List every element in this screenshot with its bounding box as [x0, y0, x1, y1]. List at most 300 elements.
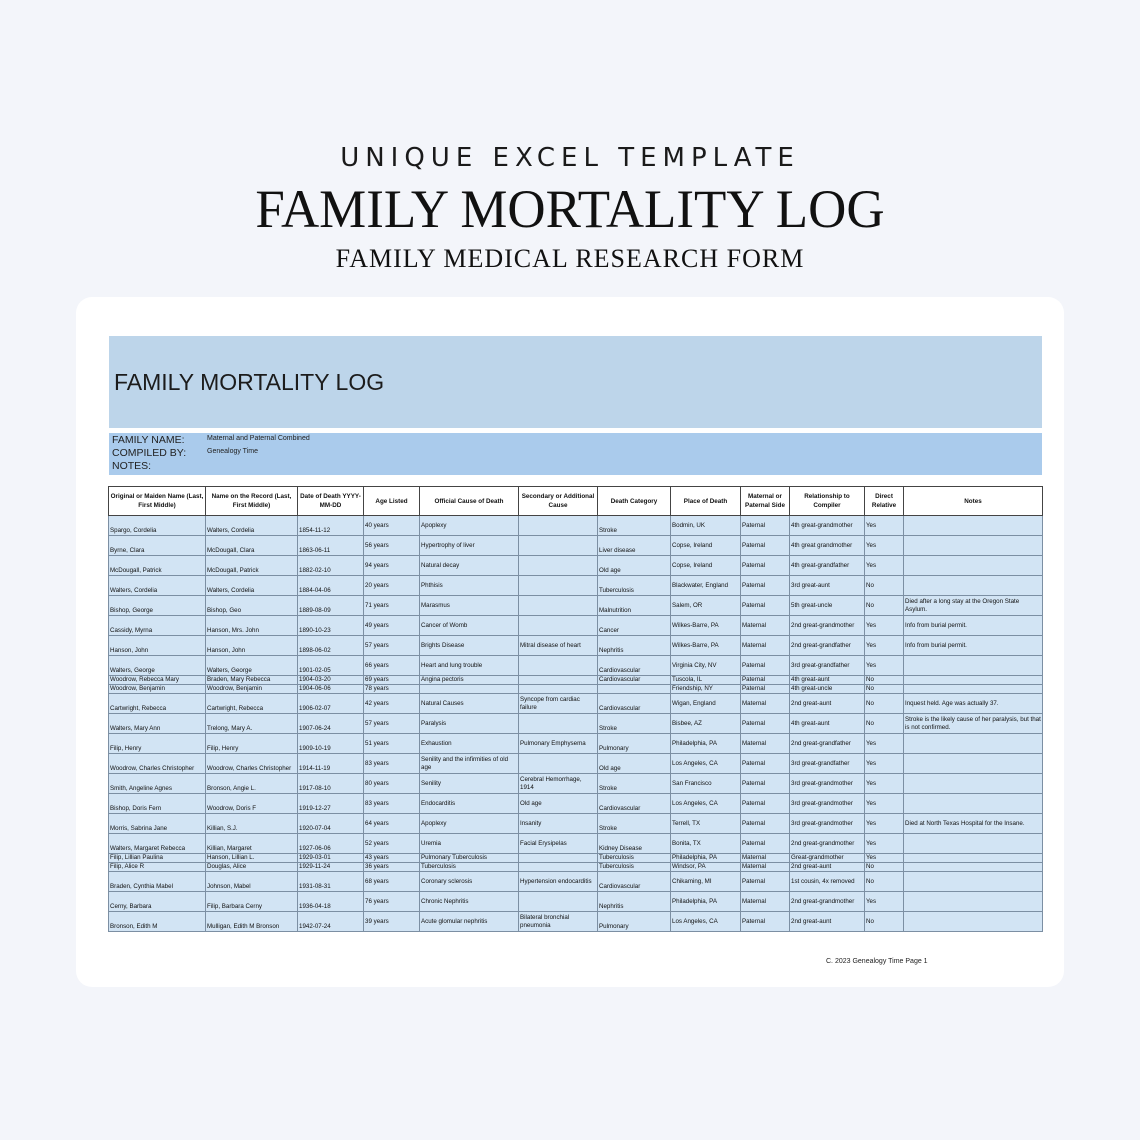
- table-cell[interactable]: Info from burial permit.: [904, 616, 1043, 636]
- table-cell[interactable]: Walters, George: [109, 656, 206, 676]
- table-cell[interactable]: [519, 714, 598, 734]
- sheet-title-band: [109, 336, 1042, 428]
- table-cell[interactable]: Yes: [865, 834, 904, 854]
- table-cell[interactable]: Tuberculosis: [598, 576, 671, 596]
- table-cell[interactable]: Died after a long stay at the Oregon State Asylum.: [904, 596, 1043, 616]
- table-cell[interactable]: 1882-02-10: [298, 556, 364, 576]
- table-cell[interactable]: Yes: [865, 734, 904, 754]
- table-cell[interactable]: Insanity: [519, 814, 598, 834]
- table-cell[interactable]: [519, 536, 598, 556]
- table-cell[interactable]: 1890-10-23: [298, 616, 364, 636]
- table-cell[interactable]: Filip, Henry: [109, 734, 206, 754]
- column-header: Official Cause of Death: [420, 487, 519, 516]
- table-cell[interactable]: Liver disease: [598, 536, 671, 556]
- table-cell[interactable]: Philadelphia, PA: [671, 892, 741, 912]
- table-cell[interactable]: Mitral disease of heart: [519, 636, 598, 656]
- table-cell[interactable]: Yes: [865, 536, 904, 556]
- column-header: Notes: [904, 487, 1043, 516]
- table-cell[interactable]: 1st cousin, 4x removed: [790, 872, 865, 892]
- table-cell[interactable]: Filip, Henry: [206, 734, 298, 754]
- table-cell[interactable]: 1906-02-07: [298, 694, 364, 714]
- table-cell[interactable]: [904, 754, 1043, 774]
- table-cell[interactable]: No: [865, 912, 904, 932]
- table-cell[interactable]: Maternal: [741, 854, 790, 863]
- table-cell[interactable]: Terrell, TX: [671, 814, 741, 834]
- table-cell[interactable]: Tuscola, IL: [671, 676, 741, 685]
- table-cell[interactable]: 80 years: [364, 774, 420, 794]
- table-cell[interactable]: [904, 536, 1043, 556]
- table-cell[interactable]: 4th great-aunt: [790, 676, 865, 685]
- table-cell[interactable]: No: [865, 685, 904, 694]
- table-cell[interactable]: Cerny, Barbara: [109, 892, 206, 912]
- table-cell[interactable]: Yes: [865, 854, 904, 863]
- table-cell[interactable]: Natural decay: [420, 556, 519, 576]
- table-cell[interactable]: [904, 656, 1043, 676]
- table-cell[interactable]: [904, 774, 1043, 794]
- table-cell[interactable]: Filip, Barbara Cerny: [206, 892, 298, 912]
- table-cell[interactable]: Brights Disease: [420, 636, 519, 656]
- table-cell[interactable]: No: [865, 714, 904, 734]
- table-header-row: [109, 487, 1043, 516]
- table-cell[interactable]: 83 years: [364, 754, 420, 774]
- info-label: FAMILY NAME:: [112, 434, 185, 446]
- table-cell[interactable]: Endocarditis: [420, 794, 519, 814]
- table-cell[interactable]: Walters, Mary Ann: [109, 714, 206, 734]
- table-cell[interactable]: Bonita, TX: [671, 834, 741, 854]
- table-cell[interactable]: 56 years: [364, 536, 420, 556]
- table-cell[interactable]: Yes: [865, 794, 904, 814]
- kicker-heading: UNIQUE EXCEL TEMPLATE: [340, 143, 800, 173]
- table-cell[interactable]: Old age: [519, 794, 598, 814]
- table-cell[interactable]: Maternal: [741, 863, 790, 872]
- table-cell[interactable]: 2nd great-aunt: [790, 863, 865, 872]
- table-cell[interactable]: 1904-06-06: [298, 685, 364, 694]
- table-cell[interactable]: 49 years: [364, 616, 420, 636]
- table-cell[interactable]: Senility and the infirmities of old age: [420, 754, 519, 774]
- info-value[interactable]: Genealogy Time: [207, 448, 258, 455]
- table-cell[interactable]: 2nd great-grandmother: [790, 616, 865, 636]
- table-cell[interactable]: Spargo, Cordelia: [109, 516, 206, 536]
- table-cell[interactable]: Cassidy, Myrna: [109, 616, 206, 636]
- table-cell[interactable]: Blackwater, England: [671, 576, 741, 596]
- table-cell[interactable]: Los Angeles, CA: [671, 912, 741, 932]
- table-cell[interactable]: Cartwright, Rebecca: [109, 694, 206, 714]
- table-row: [109, 754, 1043, 774]
- table-cell[interactable]: 3rd great-aunt: [790, 576, 865, 596]
- table-cell[interactable]: Maternal: [741, 616, 790, 636]
- table-cell[interactable]: Paternal: [741, 912, 790, 932]
- table-cell[interactable]: Bronson, Edith M: [109, 912, 206, 932]
- table-cell[interactable]: 1920-07-04: [298, 814, 364, 834]
- table-cell[interactable]: 2nd great-grandmother: [790, 834, 865, 854]
- table-cell[interactable]: Paternal: [741, 685, 790, 694]
- table-cell[interactable]: Woodrow, Benjamin: [109, 685, 206, 694]
- table-cell[interactable]: Bishop, George: [109, 596, 206, 616]
- table-cell[interactable]: Maternal: [741, 694, 790, 714]
- table-cell[interactable]: Nephritis: [598, 636, 671, 656]
- table-cell[interactable]: 2nd great-aunt: [790, 694, 865, 714]
- table-cell[interactable]: [904, 685, 1043, 694]
- table-cell[interactable]: Los Angeles, CA: [671, 754, 741, 774]
- table-cell[interactable]: [904, 892, 1043, 912]
- table-cell[interactable]: 83 years: [364, 794, 420, 814]
- table-cell[interactable]: Paternal: [741, 576, 790, 596]
- table-cell[interactable]: 1901-02-05: [298, 656, 364, 676]
- table-cell[interactable]: Bisbee, AZ: [671, 714, 741, 734]
- table-cell[interactable]: 43 years: [364, 854, 420, 863]
- table-cell[interactable]: Trelong, Mary A.: [206, 714, 298, 734]
- table-cell[interactable]: [904, 854, 1043, 863]
- table-cell[interactable]: Paternal: [741, 656, 790, 676]
- table-cell[interactable]: 3rd great-grandmother: [790, 774, 865, 794]
- table-cell[interactable]: [904, 676, 1043, 685]
- table-cell[interactable]: Walters, George: [206, 656, 298, 676]
- table-cell[interactable]: Woodrow, Benjamin: [206, 685, 298, 694]
- table-cell[interactable]: Coronary sclerosis: [420, 872, 519, 892]
- column-header: Relationship to Compiler: [790, 487, 865, 516]
- table-cell[interactable]: [519, 576, 598, 596]
- table-cell[interactable]: Chronic Nephritis: [420, 892, 519, 912]
- table-cell[interactable]: Hypertrophy of liver: [420, 536, 519, 556]
- table-cell[interactable]: Paternal: [741, 596, 790, 616]
- table-cell[interactable]: Info from burial permit.: [904, 636, 1043, 656]
- main-title: FAMILY MORTALITY LOG: [255, 179, 885, 239]
- table-cell[interactable]: [519, 854, 598, 863]
- table-cell[interactable]: Yes: [865, 892, 904, 912]
- table-cell[interactable]: San Francisco: [671, 774, 741, 794]
- table-cell[interactable]: 69 years: [364, 676, 420, 685]
- table-cell[interactable]: 4th great-grandfather: [790, 556, 865, 576]
- table-cell[interactable]: 71 years: [364, 596, 420, 616]
- table-cell[interactable]: [519, 863, 598, 872]
- table-cell[interactable]: [519, 616, 598, 636]
- table-cell[interactable]: Wilkes-Barre, PA: [671, 616, 741, 636]
- table-cell[interactable]: Tuberculosis: [598, 854, 671, 863]
- table-cell[interactable]: No: [865, 694, 904, 714]
- table-cell[interactable]: Paternal: [741, 714, 790, 734]
- table-cell[interactable]: Wilkes-Barre, PA: [671, 636, 741, 656]
- table-row: [109, 576, 1043, 596]
- table-cell[interactable]: 1863-06-11: [298, 536, 364, 556]
- table-cell[interactable]: [519, 892, 598, 912]
- table-cell[interactable]: No: [865, 863, 904, 872]
- table-cell[interactable]: Byrne, Clara: [109, 536, 206, 556]
- table-cell[interactable]: 1898-06-02: [298, 636, 364, 656]
- table-cell[interactable]: Paternal: [741, 794, 790, 814]
- table-cell[interactable]: 42 years: [364, 694, 420, 714]
- table-cell[interactable]: Natural Causes: [420, 694, 519, 714]
- table-cell[interactable]: Yes: [865, 814, 904, 834]
- table-cell[interactable]: Maternal: [741, 892, 790, 912]
- table-cell[interactable]: Copse, Ireland: [671, 556, 741, 576]
- table-cell[interactable]: Philadelphia, PA: [671, 734, 741, 754]
- table-cell[interactable]: 64 years: [364, 814, 420, 834]
- table-cell[interactable]: Walters, Margaret Rebecca: [109, 834, 206, 854]
- table-cell[interactable]: Paternal: [741, 556, 790, 576]
- table-cell[interactable]: 68 years: [364, 872, 420, 892]
- table-cell[interactable]: 1917-08-10: [298, 774, 364, 794]
- table-cell[interactable]: Filip, Alice R: [109, 863, 206, 872]
- table-cell[interactable]: Stroke: [598, 774, 671, 794]
- table-cell[interactable]: 3rd great-grandfather: [790, 656, 865, 676]
- table-cell[interactable]: 3rd great-grandfather: [790, 754, 865, 774]
- table-cell[interactable]: 20 years: [364, 576, 420, 596]
- table-cell[interactable]: Killian, S.J.: [206, 814, 298, 834]
- table-cell[interactable]: [904, 576, 1043, 596]
- table-cell[interactable]: [519, 676, 598, 685]
- table-cell[interactable]: 1904-03-20: [298, 676, 364, 685]
- table-cell[interactable]: No: [865, 872, 904, 892]
- table-cell[interactable]: Walters, Cordelia: [206, 516, 298, 536]
- table-cell[interactable]: Wigan, England: [671, 694, 741, 714]
- table-cell[interactable]: Uremia: [420, 834, 519, 854]
- table-cell[interactable]: Yes: [865, 516, 904, 536]
- table-cell[interactable]: Cancer: [598, 616, 671, 636]
- table-cell[interactable]: 51 years: [364, 734, 420, 754]
- table-cell[interactable]: 1907-06-24: [298, 714, 364, 734]
- table-cell[interactable]: Paternal: [741, 872, 790, 892]
- table-cell[interactable]: Paternal: [741, 774, 790, 794]
- table-cell[interactable]: Stroke is the likely cause of her paralysis, but that is not confirmed.: [904, 714, 1043, 734]
- table-cell[interactable]: Hanson, Lillian L.: [206, 854, 298, 863]
- table-cell[interactable]: 2nd great-aunt: [790, 912, 865, 932]
- table-cell[interactable]: Cerebral Hemorrhage, 1914: [519, 774, 598, 794]
- table-cell[interactable]: 78 years: [364, 685, 420, 694]
- table-cell[interactable]: Cartwright, Rebecca: [206, 694, 298, 714]
- table-cell[interactable]: 1931-08-31: [298, 872, 364, 892]
- column-header: Maternal or Paternal Side: [741, 487, 790, 516]
- table-body: [109, 516, 1043, 932]
- table-cell[interactable]: Tuberculosis: [598, 863, 671, 872]
- table-cell[interactable]: Yes: [865, 754, 904, 774]
- table-cell[interactable]: Pulmonary Emphysema: [519, 734, 598, 754]
- table-cell[interactable]: 1927-06-06: [298, 834, 364, 854]
- table-cell[interactable]: Acute glomular nephritis: [420, 912, 519, 932]
- table-cell[interactable]: Nephritis: [598, 892, 671, 912]
- table-cell[interactable]: Braden, Cynthia Mabel: [109, 872, 206, 892]
- table-cell[interactable]: Malnutrition: [598, 596, 671, 616]
- table-cell[interactable]: 5th great-uncle: [790, 596, 865, 616]
- table-cell[interactable]: [904, 834, 1043, 854]
- table-cell[interactable]: Windsor, PA: [671, 863, 741, 872]
- table-cell[interactable]: Walters, Cordelia: [109, 576, 206, 596]
- table-cell[interactable]: Paralysis: [420, 714, 519, 734]
- table-cell[interactable]: Pulmonary Tuberculosis: [420, 854, 519, 863]
- table-cell[interactable]: 4th great grandmother: [790, 536, 865, 556]
- table-cell[interactable]: Chikaming, MI: [671, 872, 741, 892]
- column-header: Direct Relative: [865, 487, 904, 516]
- table-cell[interactable]: 1909-10-19: [298, 734, 364, 754]
- table-cell[interactable]: [904, 556, 1043, 576]
- table-cell[interactable]: 1854-11-12: [298, 516, 364, 536]
- table-cell[interactable]: [519, 556, 598, 576]
- spreadsheet-card: [76, 297, 1064, 987]
- subtitle: FAMILY MEDICAL RESEARCH FORM: [335, 244, 805, 273]
- table-cell[interactable]: Douglas, Alice: [206, 863, 298, 872]
- table-cell[interactable]: Apoplexy: [420, 814, 519, 834]
- table-cell[interactable]: Walters, Cordelia: [206, 576, 298, 596]
- table-cell[interactable]: McDougall, Patrick: [109, 556, 206, 576]
- table-cell[interactable]: Filip, Lillian Paulina: [109, 854, 206, 863]
- table-cell[interactable]: Paternal: [741, 676, 790, 685]
- table-cell[interactable]: 2nd great-grandfather: [790, 636, 865, 656]
- table-cell[interactable]: Stroke: [598, 814, 671, 834]
- table-cell[interactable]: Cardiovascular: [598, 794, 671, 814]
- table-row: [109, 774, 1043, 794]
- table-cell[interactable]: Los Angeles, CA: [671, 794, 741, 814]
- table-cell[interactable]: [519, 516, 598, 536]
- table-cell[interactable]: Smith, Angeline Agnes: [109, 774, 206, 794]
- table-cell[interactable]: Died at North Texas Hospital for the Insane.: [904, 814, 1043, 834]
- table-cell[interactable]: No: [865, 596, 904, 616]
- table-cell[interactable]: Woodrow, Charles Christopher: [109, 754, 206, 774]
- table-cell[interactable]: Hanson, Mrs. John: [206, 616, 298, 636]
- table-cell[interactable]: Yes: [865, 774, 904, 794]
- table-cell[interactable]: Paternal: [741, 536, 790, 556]
- table-cell[interactable]: 94 years: [364, 556, 420, 576]
- table-cell[interactable]: 4th great-aunt: [790, 714, 865, 734]
- table-cell[interactable]: [904, 734, 1043, 754]
- table-cell[interactable]: Syncope from cardiac failure: [519, 694, 598, 714]
- table-cell[interactable]: 76 years: [364, 892, 420, 912]
- table-cell[interactable]: Woodrow, Charles Christopher: [206, 754, 298, 774]
- table-cell[interactable]: Hypertension endocarditis: [519, 872, 598, 892]
- table-cell[interactable]: Senility: [420, 774, 519, 794]
- table-cell[interactable]: Stroke: [598, 714, 671, 734]
- table-cell[interactable]: 66 years: [364, 656, 420, 676]
- table-cell[interactable]: Paternal: [741, 814, 790, 834]
- table-cell[interactable]: Johnson, Mabel: [206, 872, 298, 892]
- table-cell[interactable]: McDougall, Clara: [206, 536, 298, 556]
- table-cell[interactable]: Inquest held. Age was actually 37.: [904, 694, 1043, 714]
- mortality-table: [108, 486, 1043, 932]
- table-cell[interactable]: 57 years: [364, 636, 420, 656]
- table-cell[interactable]: Apoplexy: [420, 516, 519, 536]
- column-header: Age Listed: [364, 487, 420, 516]
- table-cell[interactable]: Yes: [865, 556, 904, 576]
- info-value[interactable]: Maternal and Paternal Combined: [207, 435, 310, 442]
- table-cell[interactable]: [904, 912, 1043, 932]
- table-cell[interactable]: Cardiovascular: [598, 656, 671, 676]
- table-cell[interactable]: 1889-08-09: [298, 596, 364, 616]
- table-cell[interactable]: Yes: [865, 656, 904, 676]
- table-cell[interactable]: [519, 656, 598, 676]
- table-cell[interactable]: Bishop, Doris Fern: [109, 794, 206, 814]
- table-cell[interactable]: Great-grandmother: [790, 854, 865, 863]
- table-cell[interactable]: Hanson, John: [109, 636, 206, 656]
- table-row: [109, 863, 1043, 872]
- table-cell[interactable]: [420, 685, 519, 694]
- table-cell[interactable]: Virginia City, NV: [671, 656, 741, 676]
- table-cell[interactable]: 3rd great-grandmother: [790, 814, 865, 834]
- table-cell[interactable]: 1929-11-24: [298, 863, 364, 872]
- table-cell[interactable]: 1919-12-27: [298, 794, 364, 814]
- table-cell[interactable]: 39 years: [364, 912, 420, 932]
- table-cell[interactable]: Maternal: [741, 636, 790, 656]
- table-cell[interactable]: Maternal: [741, 734, 790, 754]
- table-cell[interactable]: Killian, Margaret: [206, 834, 298, 854]
- table-cell[interactable]: Pulmonary: [598, 734, 671, 754]
- table-cell[interactable]: Cardiovascular: [598, 676, 671, 685]
- table-cell[interactable]: Hanson, John: [206, 636, 298, 656]
- table-cell[interactable]: [904, 863, 1043, 872]
- table-row: [109, 814, 1043, 834]
- table-cell[interactable]: [519, 596, 598, 616]
- table-cell[interactable]: [598, 685, 671, 694]
- table-cell[interactable]: Kidney Disease: [598, 834, 671, 854]
- table-cell[interactable]: Angina pectoris: [420, 676, 519, 685]
- table-cell[interactable]: Morris, Sabrina Jane: [109, 814, 206, 834]
- table-cell[interactable]: 1936-04-18: [298, 892, 364, 912]
- table-cell[interactable]: Woodrow, Rebecca Mary: [109, 676, 206, 685]
- table-cell[interactable]: Heart and lung trouble: [420, 656, 519, 676]
- table-cell[interactable]: [904, 794, 1043, 814]
- table-cell[interactable]: Woodrow, Doris F: [206, 794, 298, 814]
- table-cell[interactable]: 2nd great-grandmother: [790, 892, 865, 912]
- table-cell[interactable]: Bronson, Angie L.: [206, 774, 298, 794]
- table-cell[interactable]: Braden, Mary Rebecca: [206, 676, 298, 685]
- table-cell[interactable]: 4th great-uncle: [790, 685, 865, 694]
- table-cell[interactable]: 1884-04-06: [298, 576, 364, 596]
- table-cell[interactable]: 1929-03-01: [298, 854, 364, 863]
- info-label: NOTES:: [112, 460, 152, 472]
- table-cell[interactable]: 52 years: [364, 834, 420, 854]
- table-cell[interactable]: Facial Erysipelas: [519, 834, 598, 854]
- table-cell[interactable]: 2nd great-grandfather: [790, 734, 865, 754]
- table-cell[interactable]: 40 years: [364, 516, 420, 536]
- table-cell[interactable]: [519, 685, 598, 694]
- table-cell[interactable]: Bishop, Geo: [206, 596, 298, 616]
- table-cell[interactable]: Philadelphia, PA: [671, 854, 741, 863]
- table-cell[interactable]: No: [865, 676, 904, 685]
- table-cell[interactable]: Old age: [598, 556, 671, 576]
- table-cell[interactable]: Bodmin, UK: [671, 516, 741, 536]
- table-cell[interactable]: No: [865, 576, 904, 596]
- table-cell[interactable]: 36 years: [364, 863, 420, 872]
- table-cell[interactable]: Cancer of Womb: [420, 616, 519, 636]
- table-cell[interactable]: Paternal: [741, 516, 790, 536]
- table-cell[interactable]: Stroke: [598, 516, 671, 536]
- table-cell[interactable]: McDougall, Patrick: [206, 556, 298, 576]
- table-cell[interactable]: Pulmonary: [598, 912, 671, 932]
- table-cell[interactable]: [904, 516, 1043, 536]
- table-cell[interactable]: 1942-07-24: [298, 912, 364, 932]
- table-cell[interactable]: Salem, OR: [671, 596, 741, 616]
- table-cell[interactable]: Cardiovascular: [598, 872, 671, 892]
- table-cell[interactable]: Tuberculosis: [420, 863, 519, 872]
- table-cell[interactable]: Exhaustion: [420, 734, 519, 754]
- table-cell[interactable]: [904, 872, 1043, 892]
- table-cell[interactable]: 1914-11-19: [298, 754, 364, 774]
- table-cell[interactable]: Friendship, NY: [671, 685, 741, 694]
- table-cell[interactable]: Phthisis: [420, 576, 519, 596]
- table-cell[interactable]: Mulligan, Edith M Bronson: [206, 912, 298, 932]
- table-cell[interactable]: Yes: [865, 616, 904, 636]
- table-cell[interactable]: [519, 754, 598, 774]
- table-cell[interactable]: 4th great-grandmother: [790, 516, 865, 536]
- table-cell[interactable]: Paternal: [741, 754, 790, 774]
- info-band: [109, 433, 1042, 475]
- table-cell[interactable]: Yes: [865, 636, 904, 656]
- table-cell[interactable]: 57 years: [364, 714, 420, 734]
- table-cell[interactable]: Bilateral bronchial pneumonia: [519, 912, 598, 932]
- table-cell[interactable]: Cardiovascular: [598, 694, 671, 714]
- table-cell[interactable]: Marasmus: [420, 596, 519, 616]
- table-cell[interactable]: Old age: [598, 754, 671, 774]
- table-cell[interactable]: 3rd great-grandmother: [790, 794, 865, 814]
- table-cell[interactable]: Copse, Ireland: [671, 536, 741, 556]
- table-cell[interactable]: Paternal: [741, 834, 790, 854]
